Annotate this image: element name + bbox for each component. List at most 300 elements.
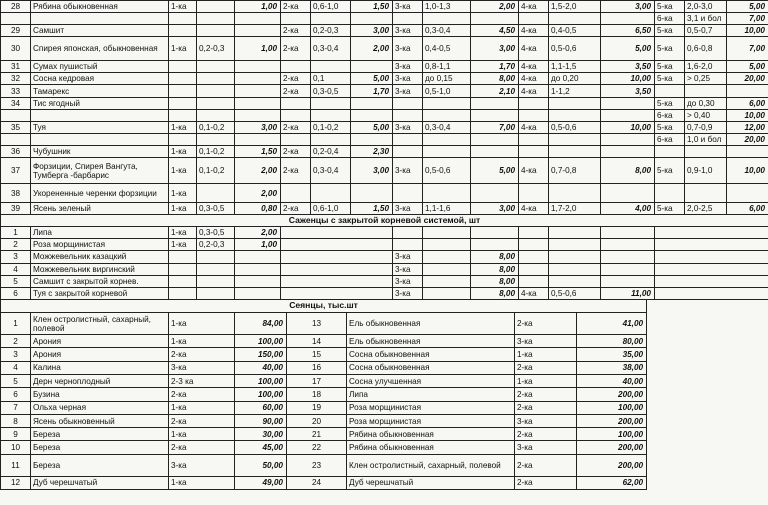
cell-c3: 3,00 [235, 121, 281, 133]
cell-c6: 5,00 [351, 73, 393, 85]
cell-g1: 1-ка [169, 335, 235, 348]
cell-c13 [655, 85, 685, 97]
cell-name2: Роза морщинистая [347, 414, 515, 427]
cell-c15: 6,00 [727, 203, 768, 215]
cell-p2: 200,00 [577, 441, 647, 454]
cell-c11: 0,5-0,6 [549, 121, 601, 133]
cell-c13: 5-ка [655, 1, 685, 13]
cell-c14: 2,0-2,5 [685, 203, 727, 215]
cell-c10 [519, 109, 549, 121]
table-row [1, 145, 768, 157]
table-row [1, 85, 768, 97]
cell-c15: 7,00 [727, 37, 768, 61]
cell-n1: 10 [1, 441, 31, 454]
cell-c6 [351, 109, 393, 121]
cell-c15: 5,00 [727, 1, 768, 13]
table-row [1, 1, 768, 13]
cell-name: Липа [31, 227, 169, 239]
cell-c8: 1,0-1,3 [423, 1, 471, 13]
cell-g1: 1-ка [169, 401, 235, 414]
cell-c13: 5-ка [655, 25, 685, 37]
cell-c1: 1-ка [169, 1, 197, 13]
cell-name: Самшит [31, 25, 169, 37]
cell-c13: 5-ка [655, 121, 685, 133]
cell-c9 [471, 13, 519, 25]
cell-c14: до 0,30 [685, 97, 727, 109]
cell-c14 [685, 85, 727, 97]
cell-g1: 1-ка [169, 476, 235, 489]
cell-c6: 1,50 [351, 1, 393, 13]
cell-g2: 3-ка [515, 414, 577, 427]
cell-c12: 10,00 [601, 73, 655, 85]
cell-c3: 1,00 [235, 1, 281, 13]
cell-c5: 0,6-1,0 [311, 203, 351, 215]
cell-p2: 41,00 [577, 313, 647, 335]
cell-name: Туя с закрытой корневой [31, 287, 169, 299]
seedlings-table [0, 299, 647, 490]
cell-empty [423, 251, 471, 263]
cell-c2: 0,2-0,3 [197, 239, 235, 251]
cell-c11: 0,5-0,6 [549, 37, 601, 61]
cell-g2: 2-ка [515, 388, 577, 401]
cell-g1: 2-3 ка [169, 374, 235, 387]
cell-c9 [471, 133, 519, 145]
cell-c14: 3,1 и бол [685, 13, 727, 25]
cell-c5: 0,3-0,4 [311, 158, 351, 184]
cell-c5: 0,6-1,0 [311, 1, 351, 13]
cell-num: 3 [1, 251, 31, 263]
cell-c14: 2,0-3,0 [685, 1, 727, 13]
cell-p1: 60,00 [235, 401, 287, 414]
cell-c2: 0,1-0,2 [197, 158, 235, 184]
cell-name1: Береза [31, 441, 169, 454]
cell-c15: 6,00 [727, 97, 768, 109]
cell-c14: 0,9-1,0 [685, 158, 727, 184]
cell-c2 [197, 25, 235, 37]
cell-c5 [311, 184, 351, 203]
cell-n2: 18 [287, 388, 347, 401]
seedlings-section [1, 299, 647, 489]
cell-name: Рябина обыкновенная [31, 1, 169, 13]
cell-c15: 10,00 [727, 109, 768, 121]
table-row [1, 414, 647, 427]
cell-c15 [727, 85, 768, 97]
cell-c1 [169, 275, 197, 287]
cell-c1 [169, 97, 197, 109]
cell-name: Спирея японская, обыкновенная [31, 37, 169, 61]
cell-n1: 6 [1, 388, 31, 401]
cell-p2: 200,00 [577, 454, 647, 476]
cell-c3 [235, 13, 281, 25]
cell-c12 [601, 263, 655, 275]
cell-c15: 7,00 [727, 13, 768, 25]
cell-num: 37 [1, 158, 31, 184]
cell-c6: 3,00 [351, 25, 393, 37]
cell-c12 [601, 275, 655, 287]
cell-name: Роза морщинистая [31, 239, 169, 251]
cell-c14: 1,0 и бол [685, 133, 727, 145]
table-row [1, 25, 768, 37]
cell-p2: 100,00 [577, 401, 647, 414]
cell-c10 [519, 13, 549, 25]
cell-c3 [235, 109, 281, 121]
cell-c13: 6-ка [655, 13, 685, 25]
cell-name1: Дерн черноплодный [31, 374, 169, 387]
cell-p1: 45,00 [235, 441, 287, 454]
table-row [1, 121, 768, 133]
cell-c7: 3-ка [393, 263, 423, 275]
cell-c6 [351, 13, 393, 25]
cell-c2: 0,2-0,3 [197, 37, 235, 61]
cell-c9 [471, 184, 519, 203]
cell-c1: 1-ка [169, 145, 197, 157]
cell-c6: 2,30 [351, 145, 393, 157]
cell-c12 [601, 97, 655, 109]
cell-name1: Клен остролистный, сахарный, полевой [31, 313, 169, 335]
cell-c12 [601, 239, 655, 251]
table-row [1, 476, 647, 489]
cell-c7: 3-ка [393, 73, 423, 85]
cell-c3 [235, 85, 281, 97]
cell-n2: 20 [287, 414, 347, 427]
cell-c4: 2-ка [281, 73, 311, 85]
cell-c11: до 0,20 [549, 73, 601, 85]
cell-c13: 5-ка [655, 97, 685, 109]
cell-n2: 19 [287, 401, 347, 414]
cell-c13 [655, 184, 685, 203]
cell-name2: Ель обыкновенная [347, 335, 515, 348]
cell-c9: 8,00 [471, 251, 519, 263]
table-row [1, 73, 768, 85]
cell-g2: 2-ка [515, 401, 577, 414]
table-row [1, 361, 647, 374]
cell-name2: Ель обыкновенная [347, 313, 515, 335]
cell-c10: 4-ка [519, 1, 549, 13]
cell-c11 [549, 239, 601, 251]
cell-name: Тис ягодный [31, 97, 169, 109]
cell-c8: 0,8-1,1 [423, 61, 471, 73]
cell-n2: 17 [287, 374, 347, 387]
cell-name: Чубушник [31, 145, 169, 157]
seedlings-title: Сеянцы, тыс.шт [1, 299, 647, 312]
cell-c10 [519, 227, 549, 239]
cell-c8 [423, 184, 471, 203]
cell-g1: 1-ка [169, 428, 235, 441]
cell-n1: 12 [1, 476, 31, 489]
cell-c7: 3-ка [393, 287, 423, 299]
cell-c9: 4,50 [471, 25, 519, 37]
table-row [1, 37, 768, 61]
cell-c10 [519, 133, 549, 145]
cell-c8 [423, 145, 471, 157]
cell-name2: Рябина обыкновенная [347, 428, 515, 441]
cell-p2: 80,00 [577, 335, 647, 348]
cell-c3 [235, 61, 281, 73]
cell-c13: 5-ка [655, 61, 685, 73]
cell-c15: 5,00 [727, 61, 768, 73]
cell-c15: 10,00 [727, 25, 768, 37]
cell-empty [281, 239, 393, 251]
cell-c4 [281, 13, 311, 25]
cell-c7: 3-ка [393, 1, 423, 13]
cell-c6: 3,00 [351, 158, 393, 184]
cell-n2: 24 [287, 476, 347, 489]
cell-c11: 0,4-0,5 [549, 25, 601, 37]
cell-g1: 2-ка [169, 414, 235, 427]
cell-c4: 2-ка [281, 1, 311, 13]
cell-c12: 10,00 [601, 121, 655, 133]
cell-name: Сосна кедровая [31, 73, 169, 85]
cell-n1: 7 [1, 401, 31, 414]
cell-n2: 21 [287, 428, 347, 441]
cell-c2 [197, 275, 235, 287]
cell-name [31, 109, 169, 121]
cell-c12 [601, 227, 655, 239]
table-row [1, 335, 647, 348]
cell-c10: 4-ка [519, 73, 549, 85]
cell-c15 [727, 145, 768, 157]
cell-c7: 3-ка [393, 158, 423, 184]
cell-g2: 3-ка [515, 441, 577, 454]
cell-c3: 1,00 [235, 37, 281, 61]
cell-n1: 8 [1, 414, 31, 427]
closed-root-section [1, 215, 768, 300]
cell-c1 [169, 73, 197, 85]
table-row [1, 227, 768, 239]
cell-name2: Сосна обыкновенная [347, 361, 515, 374]
table-row [1, 454, 647, 476]
cell-c14: 0,7-0,9 [685, 121, 727, 133]
cell-c11: 1-1,2 [549, 85, 601, 97]
cell-c8: 0,5-1,0 [423, 85, 471, 97]
cell-c11: 1,7-2,0 [549, 203, 601, 215]
cell-c4: 2-ка [281, 37, 311, 61]
cell-c2 [197, 263, 235, 275]
cell-c11 [549, 133, 601, 145]
cell-c1: 1-ка [169, 158, 197, 184]
table-row [1, 374, 647, 387]
cell-c4 [281, 97, 311, 109]
cell-c1 [169, 287, 197, 299]
cell-num [1, 133, 31, 145]
cell-empty [281, 263, 393, 275]
cell-name1: Ясень обыкновенный [31, 414, 169, 427]
cell-num: 30 [1, 37, 31, 61]
cell-c9: 2,10 [471, 85, 519, 97]
cell-name: Туя [31, 121, 169, 133]
table-row [1, 158, 768, 184]
cell-c1: 1-ка [169, 227, 197, 239]
table-row [1, 109, 768, 121]
cell-c2 [197, 109, 235, 121]
cell-c12: 3,00 [601, 1, 655, 13]
cell-c7 [393, 133, 423, 145]
cell-c10: 4-ка [519, 85, 549, 97]
cell-c9: 2,00 [471, 1, 519, 13]
cell-c9: 8,00 [471, 73, 519, 85]
cell-name2: Роза морщинистая [347, 401, 515, 414]
cell-p1: 100,00 [235, 335, 287, 348]
cell-c9: 8,00 [471, 275, 519, 287]
table-row [1, 388, 647, 401]
cell-name2: Сосна улучшенная [347, 374, 515, 387]
cell-c10: 4-ка [519, 61, 549, 73]
table-row [1, 133, 768, 145]
cell-name1: Ольха черная [31, 401, 169, 414]
cell-c2 [197, 133, 235, 145]
cell-c4 [281, 61, 311, 73]
cell-g1: 3-ка [169, 361, 235, 374]
cell-c10: 4-ка [519, 37, 549, 61]
cell-c10 [519, 263, 549, 275]
cell-g2: 2-ка [515, 428, 577, 441]
cell-c9: 8,00 [471, 263, 519, 275]
cell-g1: 3-ка [169, 454, 235, 476]
cell-c7: 3-ка [393, 61, 423, 73]
cell-c7: 3-ка [393, 121, 423, 133]
cell-c4: 2-ка [281, 203, 311, 215]
cell-c10 [519, 184, 549, 203]
cell-c8 [423, 133, 471, 145]
cell-name: Самшит с закрытой корнев. [31, 275, 169, 287]
cell-c2 [197, 184, 235, 203]
cell-c3 [235, 73, 281, 85]
table-row [1, 401, 647, 414]
cell-c11 [549, 227, 601, 239]
cell-c3: 2,00 [235, 184, 281, 203]
cell-g1: 2-ка [169, 441, 235, 454]
cell-c12 [601, 13, 655, 25]
cell-g1: 2-ка [169, 388, 235, 401]
table-row [1, 203, 768, 215]
cell-c1: 1-ка [169, 239, 197, 251]
cell-c13: 5-ка [655, 203, 685, 215]
cell-c2 [197, 287, 235, 299]
cell-n1: 9 [1, 428, 31, 441]
cell-g1: 2-ка [169, 348, 235, 361]
cell-c14: > 0,40 [685, 109, 727, 121]
cell-c11 [549, 109, 601, 121]
cell-c2 [197, 1, 235, 13]
cell-c1 [169, 263, 197, 275]
cell-num: 31 [1, 61, 31, 73]
cell-c5: 0,1-0,2 [311, 121, 351, 133]
cell-c2 [197, 61, 235, 73]
cell-empty [281, 251, 393, 263]
cell-empty [655, 287, 768, 299]
cell-empty [423, 263, 471, 275]
table-row [1, 263, 768, 275]
cell-c6 [351, 61, 393, 73]
cell-c12: 3,50 [601, 85, 655, 97]
cell-c2 [197, 251, 235, 263]
cell-g2: 2-ка [515, 476, 577, 489]
cell-c10: 4-ка [519, 158, 549, 184]
cell-c5: 0,2-0,3 [311, 25, 351, 37]
cell-c11 [549, 275, 601, 287]
cell-c3 [235, 263, 281, 275]
cell-p2: 200,00 [577, 388, 647, 401]
cell-g2: 1-ка [515, 374, 577, 387]
cell-c7 [393, 239, 423, 251]
cell-empty [281, 227, 393, 239]
cell-num [1, 13, 31, 25]
cell-c12: 11,00 [601, 287, 655, 299]
table-row [1, 428, 647, 441]
cell-c10 [519, 251, 549, 263]
cell-c3: 1,00 [235, 239, 281, 251]
cell-n1: 11 [1, 454, 31, 476]
cell-c4: 2-ка [281, 25, 311, 37]
cell-c5 [311, 61, 351, 73]
table-row [1, 287, 768, 299]
cell-c7: 3-ка [393, 251, 423, 263]
cell-c3 [235, 287, 281, 299]
cell-c7: 3-ка [393, 85, 423, 97]
cell-c1 [169, 109, 197, 121]
cell-c5: 0,3-0,4 [311, 37, 351, 61]
cell-c7 [393, 109, 423, 121]
cell-c9 [471, 97, 519, 109]
cell-p1: 84,00 [235, 313, 287, 335]
cell-c13: 6-ка [655, 109, 685, 121]
cell-empty [655, 263, 768, 275]
table-row [1, 184, 768, 203]
table-row [1, 348, 647, 361]
cell-c12: 4,00 [601, 203, 655, 215]
cell-c12: 3,50 [601, 61, 655, 73]
cell-g2: 2-ка [515, 454, 577, 476]
cell-c15: 10,00 [727, 158, 768, 184]
cell-c11: 0,7-0,8 [549, 158, 601, 184]
cell-c15: 20,00 [727, 73, 768, 85]
cell-g1: 1-ка [169, 313, 235, 335]
cell-name: Укорененные черенки форзиции [31, 184, 169, 203]
cell-p1: 150,00 [235, 348, 287, 361]
cell-c1 [169, 251, 197, 263]
cell-c4: 2-ка [281, 85, 311, 97]
cell-empty [423, 239, 471, 251]
cell-empty [655, 251, 768, 263]
cell-c10: 4-ка [519, 25, 549, 37]
cell-c13 [655, 145, 685, 157]
cell-c7: 3-ка [393, 275, 423, 287]
cell-n2: 15 [287, 348, 347, 361]
cell-c14: 0,6-0,8 [685, 37, 727, 61]
cell-c4 [281, 184, 311, 203]
cell-name [31, 133, 169, 145]
cell-num: 35 [1, 121, 31, 133]
cell-c5 [311, 109, 351, 121]
cell-c4 [281, 133, 311, 145]
cell-c1: 1-ка [169, 37, 197, 61]
cell-c3 [235, 251, 281, 263]
cell-c3 [235, 25, 281, 37]
cell-name1: Арония [31, 335, 169, 348]
table-row [1, 61, 768, 73]
cell-c6: 1,70 [351, 85, 393, 97]
cell-c4: 2-ка [281, 121, 311, 133]
cell-name1: Арония [31, 348, 169, 361]
cell-c11: 1,5-2,0 [549, 1, 601, 13]
cell-name1: Береза [31, 428, 169, 441]
cell-c3 [235, 275, 281, 287]
cell-c1 [169, 85, 197, 97]
table-row [1, 251, 768, 263]
cell-n2: 16 [287, 361, 347, 374]
cell-num: 1 [1, 227, 31, 239]
cell-c1: 1-ка [169, 203, 197, 215]
